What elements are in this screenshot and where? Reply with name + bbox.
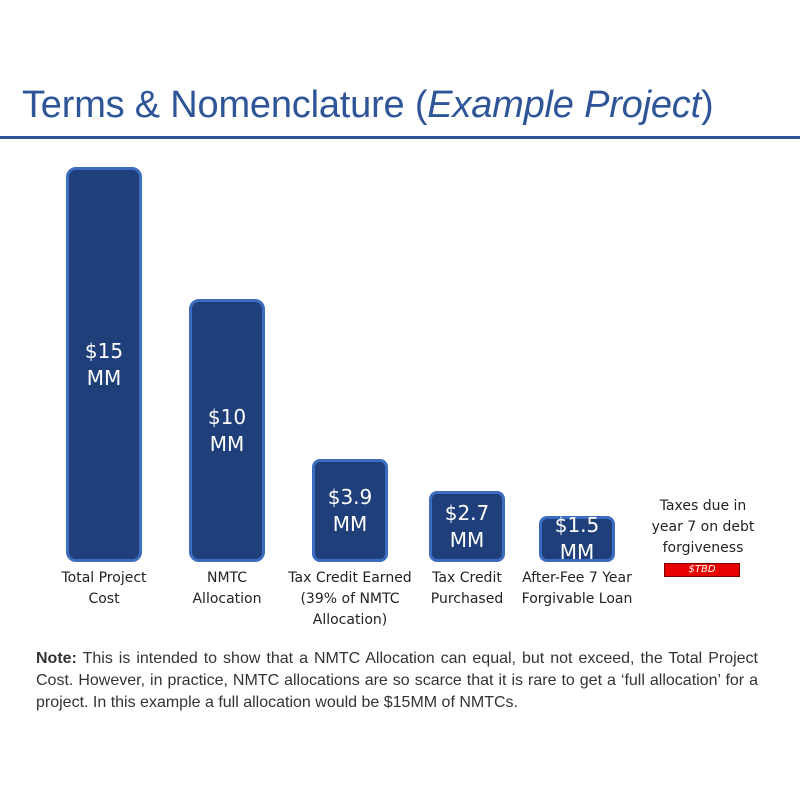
category-label: After-Fee 7 Year Forgivable Loan bbox=[521, 570, 633, 607]
tbd-badge: $TBD bbox=[664, 563, 740, 577]
taxes-due-note: Taxes due in year 7 on debt forgiveness bbox=[651, 498, 755, 556]
bar-value-label: $10 MM bbox=[207, 404, 247, 456]
bar-value-label: $2.7 MM bbox=[444, 500, 490, 552]
title-underline bbox=[0, 136, 800, 139]
bar-value-label: $15 MM bbox=[84, 338, 124, 390]
category-label: NMTC Allocation bbox=[192, 570, 262, 607]
bar-value-label: $3.9 MM bbox=[327, 484, 373, 536]
category-label: Tax Credit Earned (39% of NMTC Allocation) bbox=[288, 570, 412, 628]
footnote-lead: Note: bbox=[36, 650, 77, 667]
title-italic: Example Project bbox=[427, 84, 701, 126]
category-label: Tax Credit Purchased bbox=[430, 570, 504, 607]
title-main: Terms & Nomenclature ( bbox=[22, 84, 428, 126]
title-close: ) bbox=[700, 84, 714, 126]
page-title bbox=[22, 84, 713, 127]
footnote bbox=[36, 648, 758, 714]
category-label: Total Project Cost bbox=[61, 570, 147, 607]
footnote-text: This is intended to show that a NMTC Allocation can equal, but not exceed, the Total Project Cost. However, in practice, NMTC allocations are so scarce that it is rare to get a ‘full allocation’ for a project. In this example a full allocation would be $15MM of NMTCs. bbox=[36, 650, 758, 711]
bar-value-label: $1.5 MM bbox=[554, 513, 600, 564]
